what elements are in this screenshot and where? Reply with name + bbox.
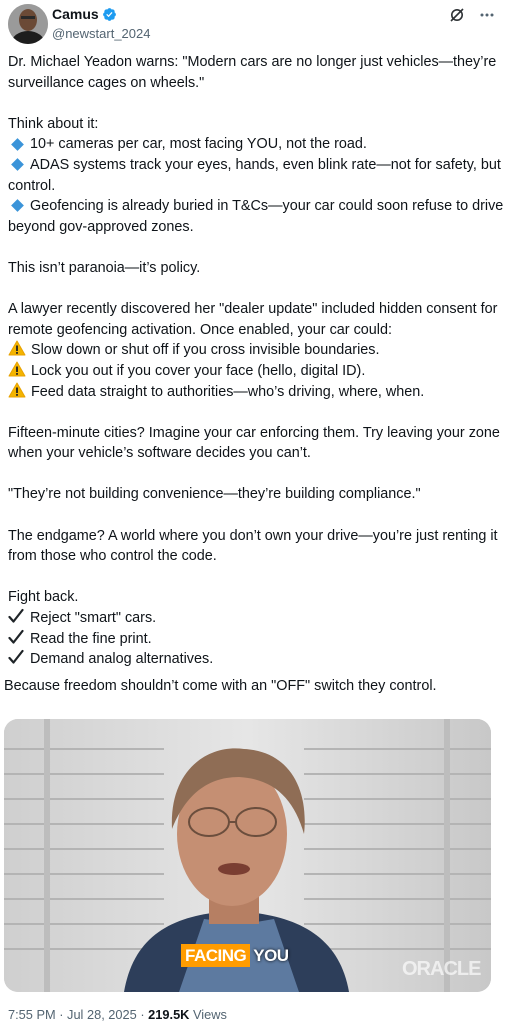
list-item: Read the fine print. (8, 629, 508, 650)
grok-icon[interactable] (448, 6, 466, 24)
paranoia-line: This isn’t paranoia—it’s policy. (8, 259, 201, 276)
check-icon (8, 629, 24, 645)
list-item: 10+ cameras per car, most facing YOU, not the road. (8, 134, 508, 155)
tweet-meta (8, 1006, 227, 1024)
list-item: Geofencing is already buried in T&Cs—your car could soon refuse to drive beyond gov-approved zones. (8, 198, 508, 235)
views-count[interactable]: 219.5K (148, 1007, 190, 1022)
video-caption (181, 946, 289, 966)
quote-line: "They’re not building convenience—they’re building compliance." (8, 486, 421, 503)
blue-diamond-icon (11, 199, 24, 212)
list-item: Demand analog alternatives. (8, 649, 508, 670)
verified-badge-icon (102, 7, 117, 22)
closing-line: Because freedom shouldn’t come with an "OFF" switch they control. (4, 677, 437, 694)
check-icon (8, 649, 24, 665)
list-item: Reject "smart" cars. (8, 608, 508, 629)
tweet-date[interactable]: Jul 28, 2025 (67, 1007, 137, 1022)
avatar[interactable] (8, 4, 48, 44)
check-icon (8, 608, 24, 624)
list-item: Slow down or shut off if you cross invisible boundaries. (8, 340, 508, 361)
tweet-header (8, 4, 508, 44)
warning-icon (8, 382, 26, 398)
meta-separator: · (55, 1007, 68, 1022)
handle[interactable]: @newstart_2024 (52, 26, 151, 41)
cities-paragraph: Fifteen-minute cities? Imagine your car enforcing them. Try leaving your zone when your vehicle’s software decides you can’t. (8, 424, 504, 462)
blue-diamond-icon (11, 138, 24, 151)
endgame-paragraph: The endgame? A world where you don’t own your drive—you’re just renting it from those who control the code. (8, 527, 502, 565)
blue-diamond-icon (11, 158, 24, 171)
display-name[interactable]: Camus (52, 6, 99, 22)
think-line: Think about it: (8, 115, 99, 132)
lawyer-paragraph: A lawyer recently discovered her "dealer update" included hidden consent for remote geofencing activation. Once enabled, your car could: (8, 301, 502, 338)
meta-separator: · (136, 1007, 149, 1022)
warning-icon (8, 340, 26, 356)
list-item: ADAS systems track your eyes, hands, even blink rate—not for safety, but control. (8, 156, 505, 194)
warning-icon (8, 361, 26, 377)
intro-paragraph: Dr. Michael Yeadon warns: "Modern cars are no longer just vehicles—they’re surveillance cages on wheels." (8, 54, 501, 91)
list-item: Lock you out if you cover your face (hello, digital ID). (8, 361, 508, 382)
caption-rest: YOU (253, 946, 289, 965)
avatar-image (8, 4, 48, 44)
views-label: Views (189, 1007, 227, 1022)
tweet-time[interactable]: 7:55 PM (8, 1007, 56, 1022)
caption-highlight: FACING (181, 944, 250, 967)
tweet-text (4, 52, 508, 696)
list-item: Feed data straight to authorities—who’s driving, where, when. (8, 382, 508, 403)
more-icon[interactable] (478, 6, 496, 24)
author-block (52, 6, 150, 42)
top-actions (448, 6, 496, 24)
fight-line: Fight back. (8, 589, 79, 606)
video-watermark: ORACLE (402, 958, 481, 980)
